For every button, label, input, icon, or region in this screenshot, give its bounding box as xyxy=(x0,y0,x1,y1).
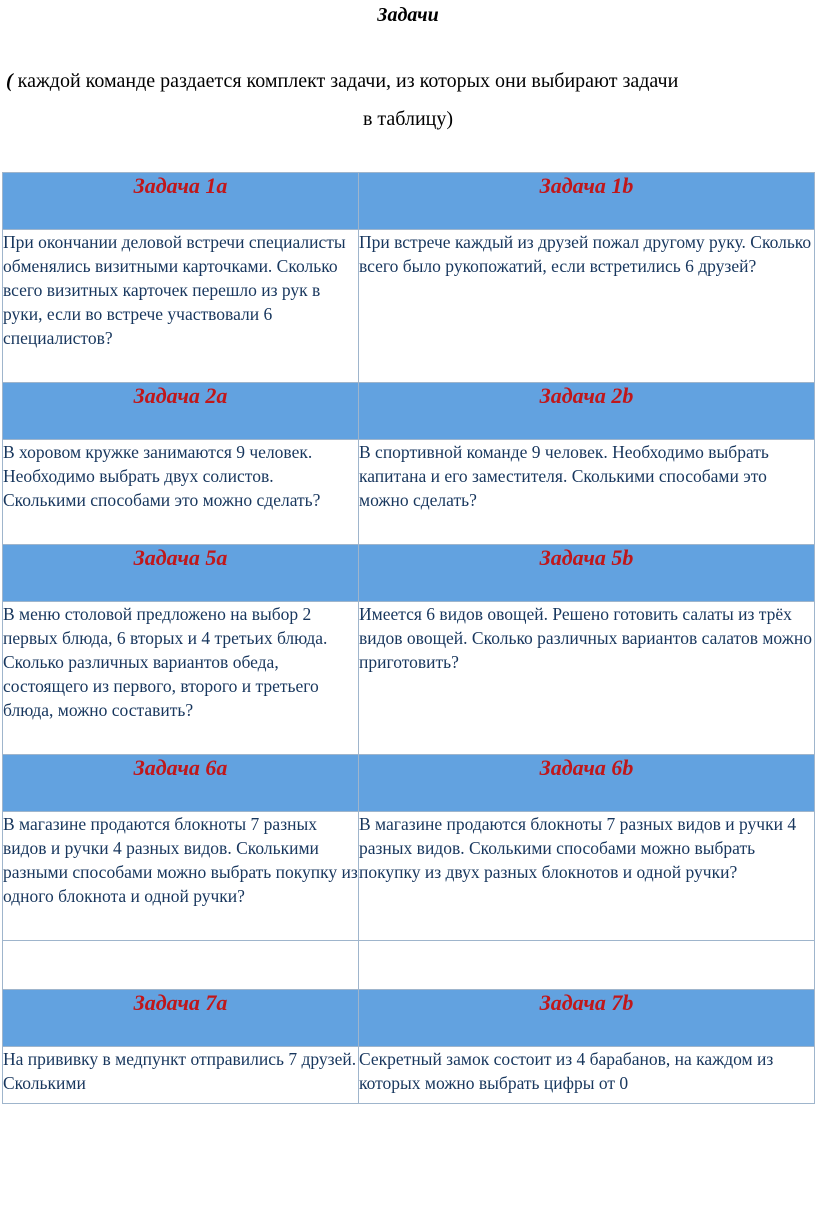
task-5b-title: Задача 5b xyxy=(359,545,815,602)
task-1a-text: При окончании деловой встречи специалисты обменялись визитными карточками. Сколько всего визитных карточек перешло из рук в руки, если во встрече участвовали 6 специалистов? xyxy=(3,230,359,383)
task-6b-text: В магазине продаются блокноты 7 разных видов и ручки 4 разных видов. Сколькими способами можно выбрать покупку из двух разных блокнотов и одной ручки? xyxy=(359,812,815,941)
task-2a-title: Задача 2a xyxy=(3,383,359,440)
task-1b-text: При встрече каждый из друзей пожал другому руку. Сколько всего было рукопожатий, если встретились 6 друзей? xyxy=(359,230,815,383)
intro-text-1: каждой команде раздается комплект задачи, из которых они выбирают задачи xyxy=(17,70,679,92)
task-2b-title: Задача 2b xyxy=(359,383,815,440)
body-row-2 xyxy=(3,440,815,545)
intro-line-2: в таблицу) xyxy=(362,108,454,130)
header-row-4 xyxy=(3,755,815,812)
intro-line-1 xyxy=(6,70,678,93)
header-row-1 xyxy=(3,173,815,230)
task-5b-text: Имеется 6 видов овощей. Решено готовить салаты из трёх видов овощей. Сколько различных вариантов салатов можно приготовить? xyxy=(359,602,815,755)
task-7b-title: Задача 7b xyxy=(359,990,815,1047)
task-6a-text: В магазине продаются блокноты 7 разных видов и ручки 4 разных видов. Сколькими разными способами можно выбрать покупку из одного блокнота и одной ручки? xyxy=(3,812,359,941)
task-2b-text: В спортивной команде 9 человек. Необходимо выбрать капитана и его заместителя. Сколькими способами это можно сделать? xyxy=(359,440,815,545)
tasks-table xyxy=(2,172,815,1104)
header-row-3 xyxy=(3,545,815,602)
body-row-4 xyxy=(3,812,815,941)
task-7a-text: На прививку в медпункт отправились 7 друзей. Сколькими xyxy=(3,1047,359,1104)
document-title: Задачи xyxy=(377,4,439,26)
header-row-5 xyxy=(3,990,815,1047)
empty-cell-left xyxy=(3,941,359,990)
body-row-3 xyxy=(3,602,815,755)
task-6a-title: Задача 6a xyxy=(3,755,359,812)
empty-row xyxy=(3,941,815,990)
task-2a-text: В хоровом кружке занимаются 9 человек. Необходимо выбрать двух солистов. Сколькими способами это можно сделать? xyxy=(3,440,359,545)
body-row-1 xyxy=(3,230,815,383)
intro-open-paren: ( xyxy=(6,70,13,92)
empty-cell-right xyxy=(359,941,815,990)
task-1a-title: Задача 1a xyxy=(3,173,359,230)
task-7a-title: Задача 7a xyxy=(3,990,359,1047)
task-1b-title: Задача 1b xyxy=(359,173,815,230)
task-6b-title: Задача 6b xyxy=(359,755,815,812)
header-row-2 xyxy=(3,383,815,440)
task-5a-text: В меню столовой предложено на выбор 2 первых блюда, 6 вторых и 4 третьих блюда. Сколько различных вариантов обеда, состоящего из первого, второго и третьего блюда, можно составить? xyxy=(3,602,359,755)
body-row-5 xyxy=(3,1047,815,1104)
task-7b-text: Секретный замок состоит из 4 барабанов, на каждом из которых можно выбрать цифры от 0 xyxy=(359,1047,815,1104)
task-5a-title: Задача 5a xyxy=(3,545,359,602)
